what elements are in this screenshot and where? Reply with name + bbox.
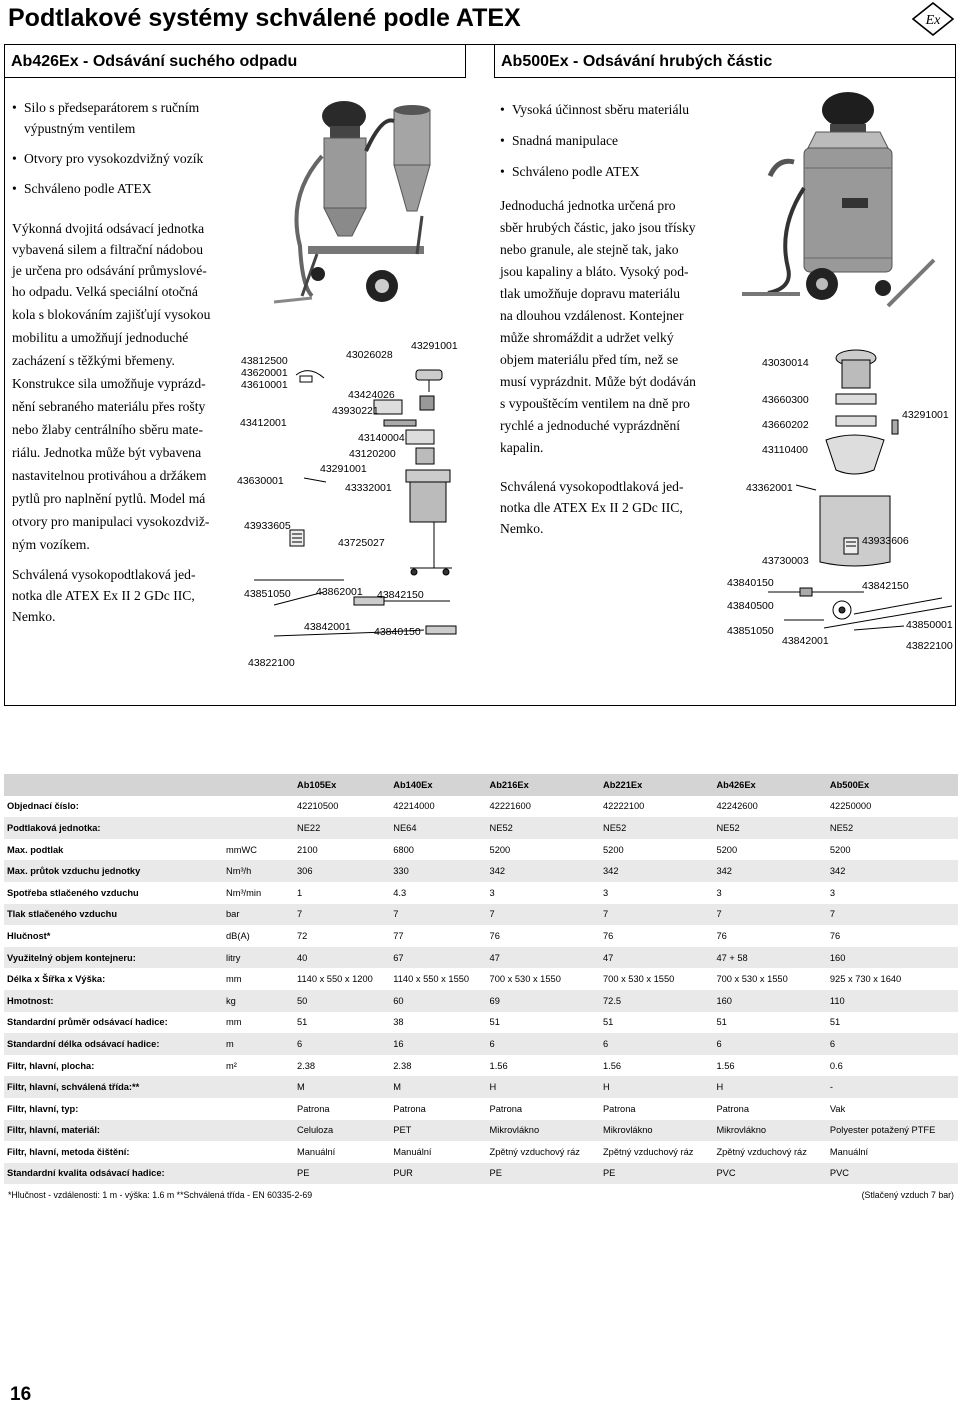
row-unit: m (226, 1038, 234, 1049)
table-cell: 42242600 (716, 801, 758, 812)
table-cell: Patrona (716, 1103, 749, 1114)
table-cell: NE64 (393, 822, 417, 833)
left-feature-list (12, 97, 232, 199)
table-cell: 700 x 530 x 1550 (602, 974, 675, 985)
part-number: 43822100 (906, 640, 953, 652)
table-cell: 306 (297, 866, 313, 877)
text-line: nebo žlaby centrálního sběru mate- (12, 422, 203, 437)
part-number: 43660300 (762, 394, 809, 406)
row-unit (223, 1141, 294, 1163)
right-approval-note (500, 476, 725, 539)
table-cell: 60 (393, 995, 404, 1006)
ab426ex-machine-illustration (272, 96, 442, 311)
table-cell: 2.38 (393, 1060, 412, 1071)
row-label: Spotřeba stlačeného vzduchu (7, 887, 139, 898)
table-cell: 76 (716, 930, 727, 941)
table-row (4, 1163, 958, 1185)
right-bullet: • Vysoká účinnost sběru materiálu (500, 99, 740, 120)
text-line: ným vozíkem. (12, 537, 90, 552)
text-line: otvory pro manipulaci vysokozdviž- (12, 514, 210, 529)
table-cell: 925 x 730 x 1640 (829, 974, 902, 985)
table-cell: 1 (297, 887, 303, 898)
text-line: kapalin. (500, 440, 544, 455)
text-line: notka dle ATEX Ex II 2 GDc IIC, (500, 500, 683, 515)
right-section-header: Ab500Ex - Odsávání hrubých částic (494, 45, 955, 78)
table-row (4, 904, 958, 926)
part-number: 43620001 (241, 367, 288, 379)
table-cell: Mikrovlákno (489, 1125, 540, 1136)
table-cell: 160 (829, 952, 846, 963)
row-unit (223, 796, 294, 818)
ab500ex-machine-illustration (738, 88, 938, 313)
page-title: Podtlakové systémy schválené podle ATEX (8, 4, 521, 32)
table-cell: NE52 (716, 822, 740, 833)
part-number: 43840150 (727, 577, 774, 589)
table-cell: 5200 (716, 844, 738, 855)
table-footnote-right: (Stlačený vzduch 7 bar) (861, 1190, 954, 1200)
table-cell: PVC (829, 1168, 850, 1179)
table-row (4, 1033, 958, 1055)
text-line: rychlé a jednoduché vyprázdnění (500, 418, 681, 433)
part-number: 43930221 (332, 405, 379, 417)
part-number: 43842150 (377, 589, 424, 601)
table-cell: 342 (716, 866, 732, 877)
row-unit (223, 1076, 294, 1098)
table-cell: 1.56 (716, 1060, 735, 1071)
part-number: 43291001 (902, 409, 949, 421)
left-description (12, 218, 234, 555)
text-line: vybavená silem a filtrační nádobou (12, 242, 204, 257)
part-number: 43026028 (346, 349, 393, 361)
table-cell: 3 (602, 887, 609, 898)
right-feature-list (500, 99, 740, 182)
model-header: Ab216Ex (489, 779, 529, 790)
text-line: Nemko. (12, 609, 56, 624)
row-unit: mmWC (226, 844, 257, 855)
table-cell: 2.38 (297, 1060, 316, 1071)
text-line: je určena pro odsávání průmyslové- (12, 263, 207, 278)
text-line: Výkonná dvojitá odsávací jednotka (12, 221, 205, 236)
row-unit: mm (226, 974, 242, 985)
table-row (4, 1055, 958, 1077)
table-cell: 51 (716, 1017, 727, 1028)
table-cell: 7 (602, 909, 609, 920)
part-number: 43862001 (316, 586, 363, 598)
row-label: Filtr, hlavní, materiál: (7, 1125, 100, 1136)
text-line: objem materiálu před tím, než se (500, 352, 679, 367)
part-number: 43660202 (762, 419, 809, 431)
table-cell: 42214000 (393, 801, 435, 812)
right-description (500, 195, 725, 458)
part-number: 43140004 (358, 432, 405, 444)
table-cell: 7 (393, 909, 399, 920)
table-cell: 6 (602, 1038, 609, 1049)
row-unit: m² (226, 1060, 237, 1071)
table-cell: 6 (829, 1038, 836, 1049)
table-cell: 342 (602, 866, 619, 877)
table-cell: 51 (489, 1017, 500, 1028)
text-line: mobilitu a umožňují jednoduché (12, 330, 189, 345)
part-number: 43812500 (241, 355, 288, 367)
table-cell: Polyester potažený PTFE (829, 1125, 936, 1136)
table-cell: Patrona (297, 1103, 330, 1114)
model-header: Ab105Ex (297, 779, 337, 790)
text-line: pytlů pro naplnění pytlů. Model má (12, 491, 206, 506)
model-header: Ab500Ex (829, 779, 870, 790)
page-number: 16 (10, 1384, 32, 1405)
table-cell: 50 (297, 995, 308, 1006)
table-cell: 42210500 (297, 801, 339, 812)
table-cell: Patrona (489, 1103, 523, 1114)
table-cell: 1140 x 550 x 1550 (393, 974, 470, 985)
table-cell: 51 (602, 1017, 614, 1028)
model-header: Ab426Ex (716, 779, 756, 790)
model-header: Ab140Ex (393, 779, 433, 790)
table-cell: NE22 (297, 822, 321, 833)
text-line: Schválená vysokopodtlaková jed- (500, 479, 684, 494)
part-number: 43851050 (727, 625, 774, 637)
part-number: 43291001 (411, 340, 458, 352)
table-cell: 6800 (393, 844, 414, 855)
table-cell: H (716, 1082, 724, 1093)
left-approval-note (12, 564, 234, 627)
text-line: riálu. Jednotka může být vybavena (12, 445, 202, 460)
row-unit: Nm³/min (226, 887, 262, 898)
row-label: Využitelný objem kontejneru: (7, 952, 136, 963)
ex-logo-text: Ex (925, 13, 941, 28)
table-cell: 7 (716, 909, 722, 920)
row-unit (223, 1098, 294, 1120)
table-cell: 7 (489, 909, 495, 920)
table-cell: 7 (297, 909, 303, 920)
text-line: na dlouhou vzdálenost. Kontejner (500, 308, 684, 323)
row-label: Filtr, hlavní, metoda čištění: (7, 1146, 130, 1157)
part-number: 43030014 (762, 357, 809, 369)
text-line: může shromáždit a udržet velký (500, 330, 674, 345)
table-cell: PE (489, 1168, 502, 1179)
table-cell: Manuální (829, 1146, 869, 1157)
table-cell: 47 + 58 (716, 952, 748, 963)
table-row (4, 796, 958, 818)
table-row (4, 1012, 958, 1034)
row-label: Objednací číslo: (7, 801, 79, 812)
row-label: Tlak stlačeného vzduchu (7, 909, 118, 920)
table-cell: 72.5 (602, 995, 622, 1006)
part-number: 43730003 (762, 555, 809, 567)
table-row (4, 882, 958, 904)
table-cell: 3 (829, 887, 836, 898)
table-cell: - (829, 1082, 833, 1093)
text-line: nění sebraného materiálu přes rošty (12, 399, 206, 414)
row-unit: bar (226, 909, 240, 920)
row-label: Standardní kvalita odsávací hadice: (7, 1168, 165, 1179)
table-cell: 4.3 (393, 887, 407, 898)
row-label: Standardní průměr odsávací hadice: (7, 1017, 168, 1028)
table-cell: 700 x 530 x 1550 (489, 974, 561, 985)
part-number: 43424026 (348, 389, 395, 401)
table-cell: 51 (829, 1017, 841, 1028)
row-label: Filtr, hlavní, plocha: (7, 1060, 95, 1071)
table-cell: 42221600 (489, 801, 531, 812)
table-cell: 5200 (602, 844, 624, 855)
table-cell: 2100 (297, 844, 318, 855)
table-cell: 160 (716, 995, 732, 1006)
part-number: 43840150 (374, 626, 421, 638)
part-number: 43850001 (906, 619, 953, 631)
table-cell: H (489, 1082, 497, 1093)
row-unit: kg (226, 995, 236, 1006)
table-row (4, 925, 958, 947)
table-cell: NE52 (829, 822, 854, 833)
text-line: kola s blokováním zajišťují vysokou (12, 307, 211, 322)
table-cell: H (602, 1082, 610, 1093)
text-line: zacházení s těžkými břemeny. (12, 353, 175, 368)
row-label: Podtlaková jednotka: (7, 822, 101, 833)
part-number: 43933605 (244, 520, 291, 532)
table-footnote: *Hlučnost - vzdálenosti: 1 m - výška: 1.6 m **Schválená třída - EN 60335-2-69 (8, 1190, 313, 1200)
table-cell: 6 (297, 1038, 303, 1049)
table-cell: M (297, 1082, 305, 1093)
table-cell: PUR (393, 1168, 413, 1179)
table-cell: 1.56 (489, 1060, 508, 1071)
text-line: tlak umožňuje dopravu materiálu (500, 286, 681, 301)
table-cell: 5200 (489, 844, 511, 855)
table-header-empty (223, 774, 294, 796)
part-number: 43291001 (320, 463, 367, 475)
table-row (4, 1141, 958, 1163)
model-header: Ab221Ex (602, 779, 643, 790)
table-cell: PE (602, 1168, 616, 1179)
part-number: 43120200 (349, 448, 396, 460)
table-cell: Mikrovlákno (716, 1125, 767, 1136)
left-bullet: • Silo s předseparátorem s ručním výpustným ventilem (12, 97, 232, 139)
table-cell: 1.56 (602, 1060, 622, 1071)
row-unit (223, 1163, 294, 1185)
part-number: 43822100 (248, 657, 295, 669)
part-number: 43725027 (338, 537, 385, 549)
table-row (4, 839, 958, 861)
table-row (4, 968, 958, 990)
table-cell: PVC (716, 1168, 736, 1179)
table-cell: Manuální (393, 1146, 432, 1157)
part-number: 43332001 (345, 482, 392, 494)
text-line: ho odpadu. Velká speciální otočná (12, 284, 198, 299)
row-label: Hmotnost: (7, 995, 54, 1006)
table-cell: Zpětný vzduchový ráz (489, 1146, 580, 1157)
row-label: Délka x Šířka x Výška: (7, 974, 106, 985)
part-number: 43362001 (746, 482, 793, 494)
table-cell: 42250000 (829, 801, 872, 812)
table-cell: 67 (393, 952, 404, 963)
text-line: nebo granule, ale stejně tak, jako (500, 242, 679, 257)
part-number: 43842150 (862, 580, 909, 592)
row-label: Filtr, hlavní, schválená třída:** (7, 1082, 140, 1093)
table-header-empty (4, 774, 223, 796)
right-bullet: • Schváleno podle ATEX (500, 161, 740, 182)
specification-table (4, 774, 958, 1184)
text-line: Jednoduchá jednotka určená pro (500, 198, 676, 213)
table-cell: 76 (829, 930, 841, 941)
table-cell: 76 (602, 930, 614, 941)
table-row (4, 1076, 958, 1098)
part-number: 43110400 (762, 444, 808, 456)
table-cell: 47 (602, 952, 614, 963)
table-cell: Zpětný vzduchový ráz (602, 1146, 694, 1157)
table-cell: Patrona (602, 1103, 636, 1114)
table-cell: 0.6 (829, 1060, 843, 1071)
part-number: 43840500 (727, 600, 774, 612)
table-cell: 77 (393, 930, 404, 941)
table-cell: Vak (829, 1103, 846, 1114)
table-cell: Mikrovlákno (602, 1125, 653, 1136)
table-cell: 342 (489, 866, 506, 877)
table-cell: PE (297, 1168, 310, 1179)
table-cell: Patrona (393, 1103, 426, 1114)
table-cell: 110 (829, 995, 845, 1006)
table-cell: 42222100 (602, 801, 645, 812)
table-cell: 6 (716, 1038, 722, 1049)
row-unit: dB(A) (226, 930, 250, 941)
table-cell: Celuloza (297, 1125, 334, 1136)
left-section-header: Ab426Ex - Odsávání suchého odpadu (5, 45, 466, 78)
table-row (4, 817, 958, 839)
text-line: notka dle ATEX Ex II 2 GDc IIC, (12, 588, 195, 603)
text-line: sběr hrubých částic, jako jsou třísky (500, 220, 696, 235)
row-unit (223, 1120, 294, 1142)
table-cell: 51 (297, 1017, 308, 1028)
table-cell: 1140 x 550 x 1200 (297, 974, 373, 985)
text-line: nastavitelnou protiváhou a držákem (12, 468, 207, 483)
row-unit: mm (226, 1017, 242, 1028)
left-bullet: • Schváleno podle ATEX (12, 178, 232, 199)
table-cell: 700 x 530 x 1550 (716, 974, 788, 985)
table-cell: 3 (716, 887, 722, 898)
table-cell: Zpětný vzduchový ráz (716, 1146, 807, 1157)
table-cell: 40 (297, 952, 308, 963)
table-cell: 330 (393, 866, 409, 877)
table-cell: 47 (489, 952, 500, 963)
table-row (4, 947, 958, 969)
atex-ex-logo-icon (912, 2, 954, 36)
row-unit (223, 817, 294, 839)
table-header-row (4, 774, 958, 796)
table-row (4, 990, 958, 1012)
text-line: jsou kapaliny a bláto. Vysoký pod- (500, 264, 689, 279)
table-cell: 3 (489, 887, 495, 898)
row-label: Filtr, hlavní, typ: (7, 1103, 79, 1114)
table-cell: 5200 (829, 844, 851, 855)
part-number: 43412001 (240, 417, 287, 429)
text-line: Nemko. (500, 521, 544, 536)
table-row (4, 860, 958, 882)
part-number: 43610001 (241, 379, 288, 391)
text-line: musí vyprázdnit. Může být dodáván (500, 374, 696, 389)
part-number: 43842001 (782, 635, 829, 647)
part-number: 43851050 (244, 588, 291, 600)
table-cell: 76 (489, 930, 500, 941)
table-cell: 38 (393, 1017, 404, 1028)
table-cell: M (393, 1082, 402, 1093)
part-number: 43933606 (862, 535, 909, 547)
row-label: Hlučnost* (7, 930, 51, 941)
part-number: 43842001 (304, 621, 351, 633)
row-unit: Nm³/h (226, 866, 252, 877)
table-cell: 16 (393, 1038, 404, 1049)
table-cell: PET (393, 1125, 412, 1136)
table-cell: 342 (829, 866, 846, 877)
table-cell: 7 (829, 909, 836, 920)
right-bullet: • Snadná manipulace (500, 130, 740, 151)
table-cell: NE52 (489, 822, 513, 833)
table-cell: Manuální (297, 1146, 336, 1157)
row-label: Standardní délka odsávací hadice: (7, 1038, 160, 1049)
table-row (4, 1098, 958, 1120)
table-cell: 6 (489, 1038, 495, 1049)
table-row (4, 1120, 958, 1142)
table-cell: 72 (297, 930, 308, 941)
table-cell: 69 (489, 995, 500, 1006)
text-line: Konstrukce sila umožňuje vyprázd- (12, 376, 206, 391)
text-line: s vypouštěcím ventilem na dně pro (500, 396, 690, 411)
text-line: Schválená vysokopodtlaková jed- (12, 567, 196, 582)
row-label: Max. podtlak (7, 844, 64, 855)
part-number: 43630001 (237, 475, 284, 487)
left-bullet: • Otvory pro vysokozdvižný vozík (12, 148, 232, 169)
row-label: Max. průtok vzduchu jednotky (7, 866, 141, 877)
table-cell: NE52 (602, 822, 627, 833)
row-unit: litry (226, 952, 241, 963)
